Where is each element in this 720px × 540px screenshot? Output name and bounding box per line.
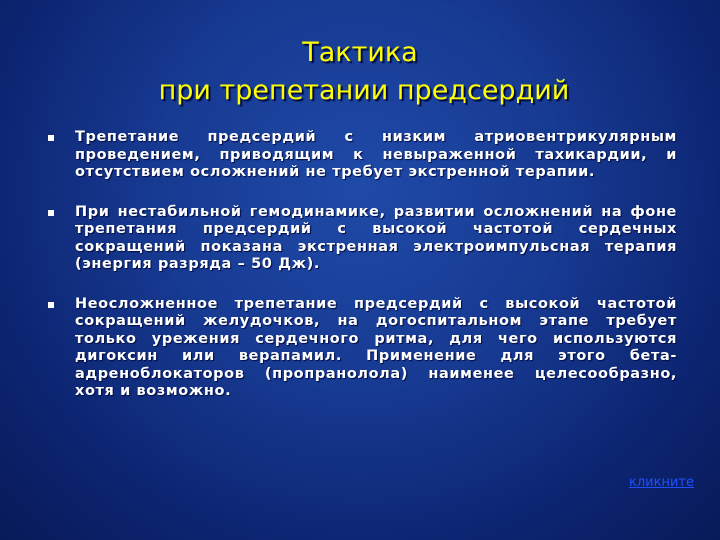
bullet-item xyxy=(47,129,677,182)
bullet-item xyxy=(47,296,677,401)
bullet-list xyxy=(47,129,677,423)
title-line-1: Тактика xyxy=(302,37,418,68)
bullet-text: Трепетание предсердий с низким атриовентрикулярным проведением, приводящим к невыраженной тахикардии, и отсутствием осложнений не требует экстренной терапии. xyxy=(75,129,677,180)
square-bullet-icon xyxy=(48,210,54,216)
bullet-text: Неосложненное трепетание предсердий с высокой частотой сокращений желудочков, на догоспитальном этапе требует только урежения сердечного ритма, для чего используются дигоксин или верапамил. Применение для этого бета-адреноблокаторов (пропранолола) наименее целесообразно, хотя и возможно. xyxy=(75,295,677,399)
bullet-text: При нестабильной гемодинамике, развитии осложнений на фоне трепетания предсердий с высокой частотой сердечных сокращений показана экстренная электроимпульсная терапия (энергия разряда – 50 Дж). xyxy=(75,203,677,272)
square-bullet-icon xyxy=(48,135,54,141)
bullet-item xyxy=(47,204,677,274)
slide-title xyxy=(0,34,720,110)
title-line-2: при трепетании предсердий xyxy=(158,75,570,106)
click-link[interactable]: кликните xyxy=(629,475,694,490)
square-bullet-icon xyxy=(48,302,54,308)
